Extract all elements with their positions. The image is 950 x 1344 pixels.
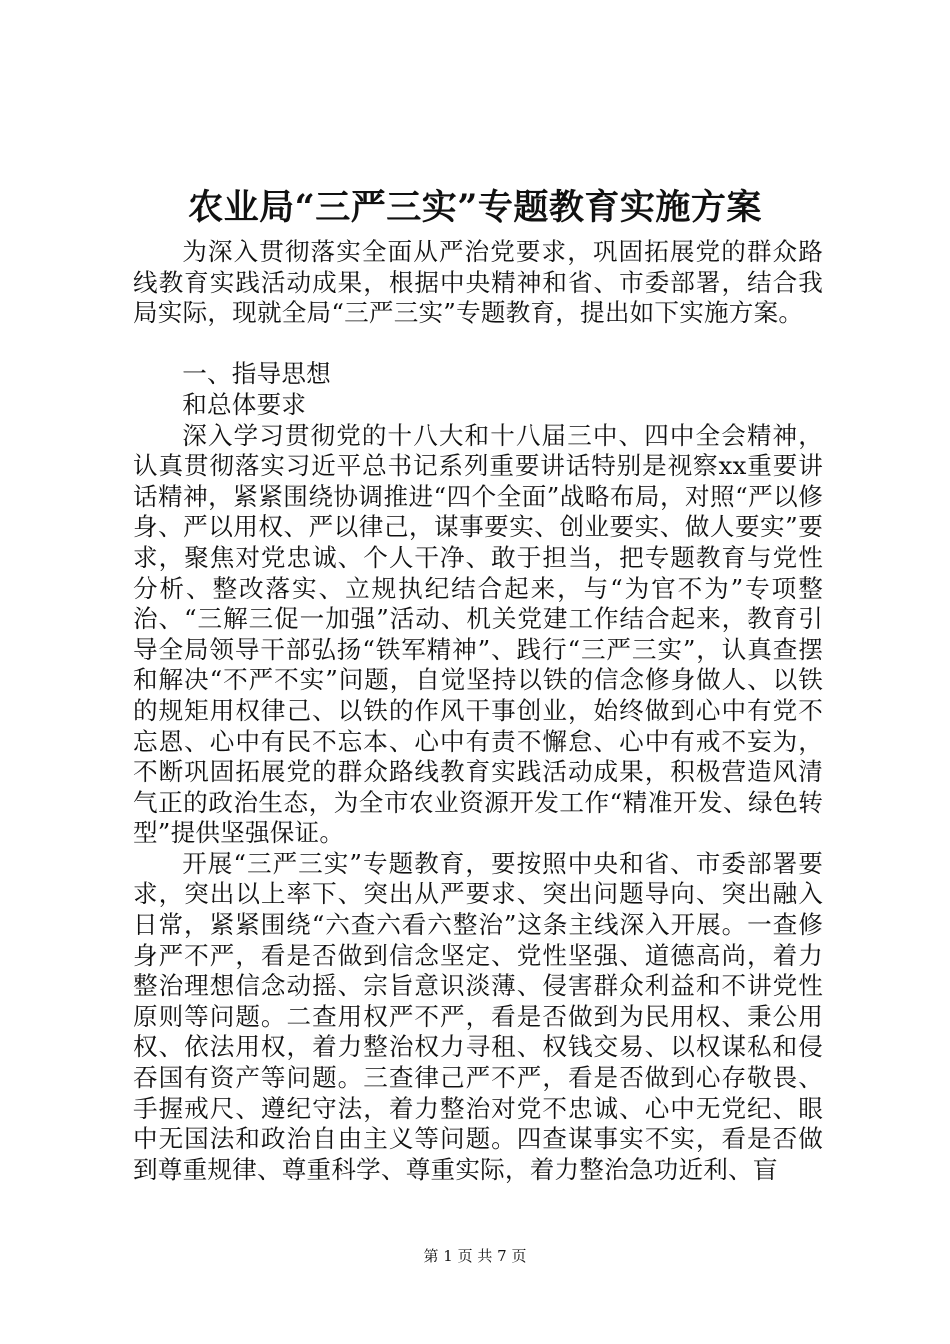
- section-heading: 一、指导思想: [182, 359, 331, 389]
- document-title: 农业局“三严三实”专题教育实施方案: [188, 187, 762, 228]
- guiding-ideology-paragraph: 深入学习贯彻党的十八大和十八届三中、四中全会精神，认真贯彻落实习近平总书记系列重要讲话特别是视察xx重要讲话精神，紧紧围绕协调推进“四个全面”战略布局，对照“严以修身、严以用权、严以律己，谋事要实、创业要实、做人要实”要求，聚焦对党忠诚、个人干净、敢于担当，把专题教育与党性分析、整改落实、立规执纪结合起来，与“为官不为”专项整治、“三解三促一加强”活动、机关党建工作结合起来，教育引导全局领导干部弘扬“铁军精神”、践行“三严三实”，认真查摆和解决“不严不实”问题，自觉坚持以铁的信念修身做人、以铁的规矩用权律己、以铁的作风干事创业，始终做到心中有党不忘恩、心中有民不忘本、心中有责不懈怠、心中有戒不妄为，不断巩固拓展党的群众路线教育实践活动成果，积极营造风清气正的政治生态，为全市农业资源开发工作“精准开发、绿色转型”提供坚强保证。: [133, 420, 823, 848]
- intro-paragraph: 为深入贯彻落实全面从严治党要求，巩固拓展党的群众路线教育实践活动成果，根据中央精神和省、市委部署，结合我局实际，现就全局“三严三实”专题教育，提出如下实施方案。: [133, 237, 823, 328]
- education-requirements-paragraph: 开展“三严三实”专题教育，要按照中央和省、市委部署要求，突出以上率下、突出从严要求、突出问题导向、突出融入日常，紧紧围绕“六查六看六整治”这条主线深入开展。一查修身严不严，看是否做到信念坚定、党性坚强、道德高尚，着力整治理想信念动摇、宗旨意识淡薄、侵害群众利益和不讲党性原则等问题。二查用权严不严，看是否做到为民用权、秉公用权、依法用权，着力整治权力寻租、权钱交易、以权谋私和侵吞国有资产等问题。三查律己严不严，看是否做到心存敬畏、手握戒尺、遵纪守法，着力整治对党不忠诚、心中无党纪、眼中无国法和政治自由主义等问题。四查谋事实不实，看是否做到尊重规律、尊重科学、尊重实际，着力整治急功近利、盲: [133, 848, 823, 1184]
- page-footer: 第 1 页 共 7 页: [423, 1247, 527, 1265]
- document-body: [133, 237, 823, 1185]
- section-heading-continuation: 和总体要求: [182, 389, 307, 419]
- paragraph-spacer: [133, 329, 823, 360]
